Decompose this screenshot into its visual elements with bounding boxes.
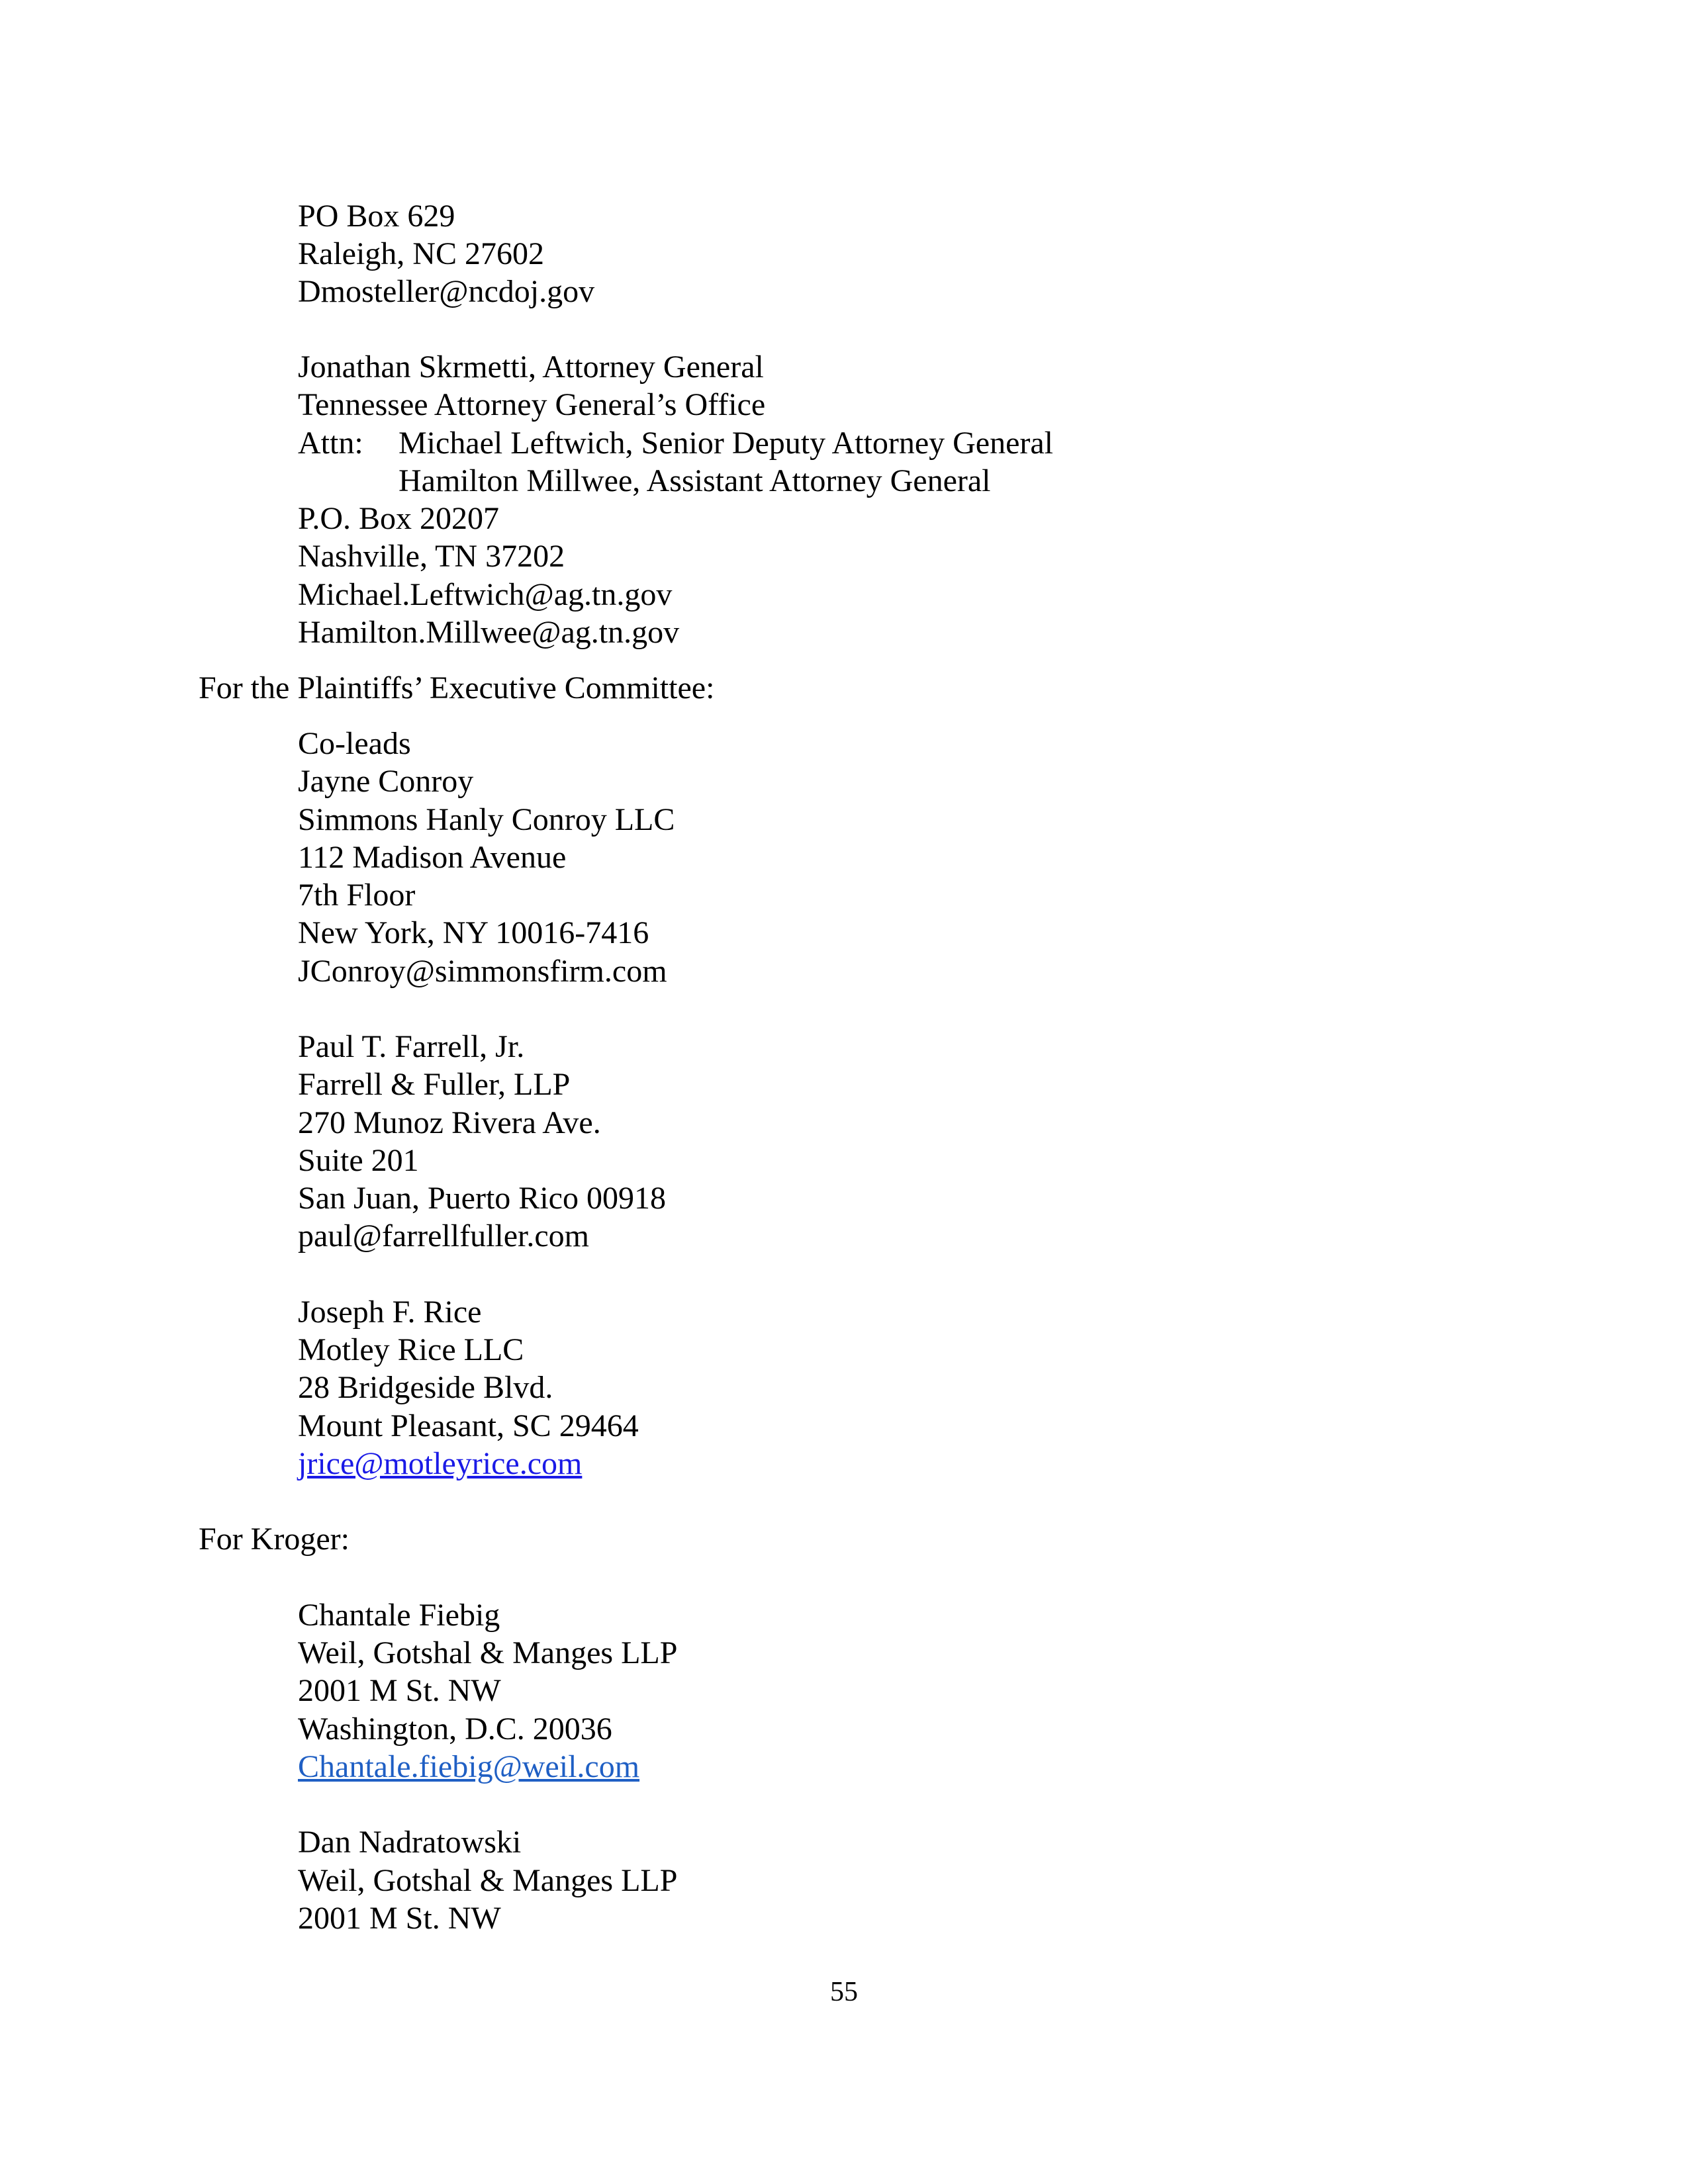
fiebig-city: Washington, D.C. 20036: [298, 1711, 612, 1747]
rice-firm: Motley Rice LLC: [298, 1332, 524, 1367]
fiebig-email-link[interactable]: Chantale.fiebig@weil.com: [298, 1749, 640, 1784]
kroger-heading: For Kroger:: [199, 1522, 350, 1557]
farrell-address-2: Suite 201: [298, 1143, 419, 1178]
tn-attn-1: Michael Leftwich, Senior Deputy Attorney General: [399, 426, 1054, 461]
rice-email-link[interactable]: jrice@motleyrice.com: [298, 1446, 583, 1481]
farrell-address-1: 270 Munoz Rivera Ave.: [298, 1105, 601, 1140]
nadratowski-firm: Weil, Gotshal & Manges LLP: [298, 1863, 678, 1898]
fiebig-firm: Weil, Gotshal & Manges LLP: [298, 1635, 678, 1670]
farrell-city: San Juan, Puerto Rico 00918: [298, 1181, 666, 1216]
farrell-email: paul@farrellfuller.com: [298, 1218, 590, 1253]
conroy-address-2: 7th Floor: [298, 878, 416, 913]
fiebig-address-1: 2001 M St. NW: [298, 1673, 501, 1708]
conroy-name: Jayne Conroy: [298, 764, 474, 799]
nc-po-box: PO Box 629: [298, 199, 455, 234]
page-number: 55: [830, 1977, 858, 2007]
tn-name: Jonathan Skrmetti, Attorney General: [298, 349, 764, 385]
tn-po-box: P.O. Box 20207: [298, 501, 500, 536]
nadratowski-name: Dan Nadratowski: [298, 1825, 522, 1860]
tn-office: Tennessee Attorney General’s Office: [298, 387, 766, 422]
fiebig-name: Chantale Fiebig: [298, 1598, 500, 1633]
farrell-name: Paul T. Farrell, Jr.: [298, 1029, 525, 1064]
farrell-firm: Farrell & Fuller, LLP: [298, 1067, 571, 1102]
rice-city: Mount Pleasant, SC 29464: [298, 1408, 639, 1443]
pec-heading: For the Plaintiffs’ Executive Committee:: [199, 670, 715, 705]
nc-city: Raleigh, NC 27602: [298, 236, 544, 271]
nc-email: Dmosteller@ncdoj.gov: [298, 274, 595, 309]
tn-city: Nashville, TN 37202: [298, 539, 565, 574]
rice-name: Joseph F. Rice: [298, 1295, 482, 1330]
tn-email-2: Hamilton.Millwee@ag.tn.gov: [298, 615, 680, 650]
conroy-address-1: 112 Madison Avenue: [298, 840, 567, 875]
nadratowski-address-1: 2001 M St. NW: [298, 1901, 501, 1936]
tn-attn-label: Attn:: [298, 426, 363, 461]
rice-address-1: 28 Bridgeside Blvd.: [298, 1370, 553, 1405]
conroy-email: JConroy@simmonsfirm.com: [298, 954, 667, 989]
conroy-label: Co-leads: [298, 726, 411, 761]
tn-email-1: Michael.Leftwich@ag.tn.gov: [298, 577, 673, 612]
conroy-city: New York, NY 10016-7416: [298, 915, 649, 950]
conroy-firm: Simmons Hanly Conroy LLC: [298, 802, 675, 837]
tn-attn-2: Hamilton Millwee, Assistant Attorney General: [399, 463, 991, 498]
